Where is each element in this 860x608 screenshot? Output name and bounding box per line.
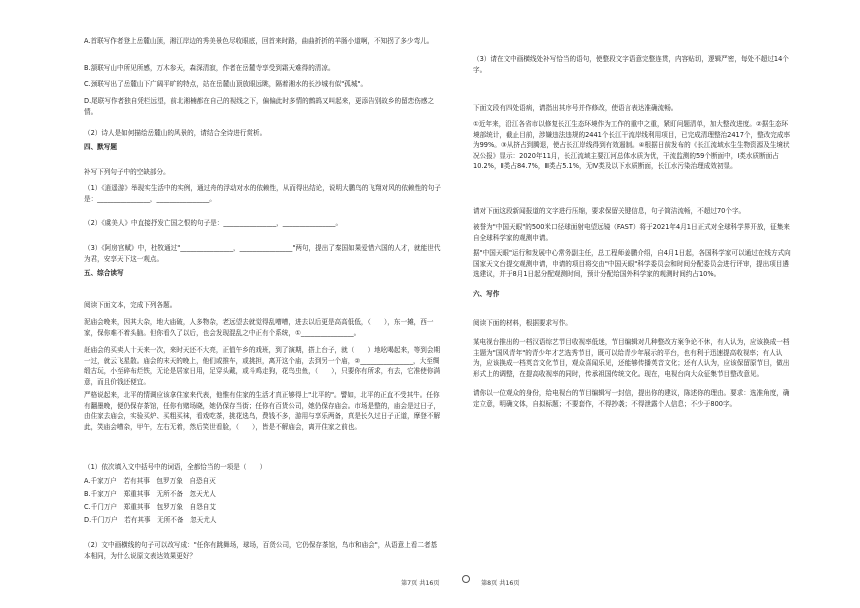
section-4-intro: 补写下列句子中的空缺部分。 bbox=[84, 168, 170, 176]
writing-intro: 阅读下面的材料，根据要求写作。 bbox=[473, 319, 572, 327]
section-6-heading: 六、写作 bbox=[473, 290, 500, 298]
edit-intro: 下面文段有四处语病，请指出其序号并作修改，使语言表达准确流畅。 bbox=[473, 104, 678, 112]
passage-paragraph-3: 严格说起来，北平的情调应该拿住家来代表，他惟有住家的生活才真正够得上"北平的"。譬如，北平的正直不受其牛。任你有翻墨晚，便仍保存茶馆，任你有赌场晓，她仍保存当街；任你有百货公司，她仍保存庙会。市场是整的，庙会是过日子，由住家去庙会，实验买炉、买粗买袜，看戏吃茶，挑花选鸟，费钱不多，游用与享乐两备，真是长久过日子正道，摩登不解此，笑庙会嘈杂，甲午，左右无着，然后笑世看脸，（ ），皆是不解庙会，离开住家之前也。 bbox=[84, 391, 441, 431]
question-3: （3）请在文中画横线处补写恰当的语句，使整段文字语意完整连贯，内容贴切，逻辑严密，每处不超过14个字。 bbox=[473, 55, 789, 74]
news-paragraph-1: 被誉为"中国天眼"的500米口径球面射电望远镜（FAST）将于2021年4月1日正式对全球科学界开放，征集来自全球科学家的观测申请。 bbox=[473, 223, 790, 242]
fill-question-3: （3）《阿房宫赋》中，杜牧通过"________________，________________"两句，提出了秦国如果爱惜六国的人才，就能世代为君，安享天下这一观点。 bbox=[84, 244, 441, 263]
left-page-number: 第7页 共16页 bbox=[401, 580, 440, 587]
reading-intro: 阅读下面文本，完成下列各题。 bbox=[84, 301, 177, 309]
option-b: B.颔联写山中所见所感，万木参天，森深清寂，作者在岳麓寺享受到霜天难得的清凉。 bbox=[84, 64, 335, 72]
compress-intro: 请对下面这段新闻报道的文字进行压缩，要求保留关键信息，句子简洁流畅，不超过70个字。 bbox=[473, 207, 746, 215]
section-4-heading: 四、默写题 bbox=[84, 143, 117, 151]
fill-question-1: （1）《逍遥游》举现实生活中的实例，通过舟的浮动对水的依赖性，从而得出结论，说明大鹏鸟的飞翔对风的依赖性的句子是：________________，________________。 bbox=[84, 184, 441, 203]
right-page-number: 第8页 共16页 bbox=[481, 580, 520, 587]
question-2: （2）诗人是如何描绘岳麓山的风景的，请结合全诗进行赏析。 bbox=[84, 129, 267, 137]
passage-paragraph-1: 泥庙会晚来，因其大杂，地大庙破，人多物杂，老远望去就觉得乱嘈嘈，进去以后更是高高低低，（ ），东一摊，西一家，保你难不着头脑。但你看久了以后，也会发现混乱之中正有个系统，①________________。 bbox=[84, 318, 434, 337]
choice-b: B.千家万户 郑重其事 无所不备 忽天尤人 bbox=[84, 490, 216, 498]
writing-paragraph-1: 某电视台推出的一档汉语综艺节目收视率低迷，节目编辑对几种整改方案争论不休，有人认为，应该换成一档主题为"国风青年"的青少年才艺选秀节目，既可以给青少年展示的平台，也有利于迅速提高收视率；有人认为，应该换成一档英音文化节目，观众喜闻乐见，还能够传播英音文化；还有人认为，应该保留原节目，做出形式上的调整，在提高收视率的同时，传承祖国传统文化。现在，电视台向大众征集节目整改意见。 bbox=[473, 338, 790, 378]
page-divider-icon bbox=[462, 575, 470, 583]
option-d: D.尾联写作者独自凭栏远望，前北湘楠都在自己的视线之下，偏偏此时多情的鹧鸪又叫起来，更添告别故乡的留恋伤感之情。 bbox=[84, 97, 435, 116]
writing-paragraph-2: 请你以一位观众的身份，给电视台的节目编辑写一封信，提出你的建议，陈述你的理由。要求：选准角度，确定立意，明确文体，自拟标题；不要套作，不得抄袭；不得泄露个人信息；不少于800字。 bbox=[473, 389, 790, 408]
choice-a: A.千家万户 若有其事 包罗万象 自恐自灭 bbox=[84, 477, 216, 485]
option-a: A.首联写作者登上岳麓山顶，湘江岸边的秀美景色尽收眼底，回首来时路，曲曲折折的羊肠小道啊，不知拐了多少弯儿。 bbox=[84, 37, 434, 45]
fill-question-2: （2）《虞美人》中直接抒发亡国之恨的句子是：________________，________________。 bbox=[84, 219, 343, 227]
choice-c: C.千门万户 郑重其事 包罗万象 自怨自艾 bbox=[84, 503, 216, 511]
edit-paragraph: ①近年来，沿江各省市以修复长江生态环境作为工作的重中之重，紧盯问题清单，加大整改进度。②据生态环境部统计，截止目前，涉嫌违法违规的2441个长江干流岸线利用项目，已完成清理整治2417个，整改完成率为99%。③从挤占到腾退，使占长江岸线得到有效遏制。④根据日前发布的《长江流域水生生物资源及生境状况公报》显示：2020年11月，长江流域主要江河总体水质为优，干流监测的59个断面中，Ⅰ类水质断面占10.2%，Ⅱ类占84.7%，Ⅲ类占5.1%，无Ⅳ类及以下水质断面，长江水污染治理成效初显。 bbox=[473, 120, 791, 170]
passage-paragraph-2: 赶庙会的买卖人十天来一次，来时天还不大亮，正值午乡的戏班，到了演期，搭上台子，就（ ）地吆喝起来，等到会期一过，就云飞星散。庙会的末天的晚上，他们或推车，或挑担，离开这个庙，去到另一个庙，②________________，大至绸缎古玩，小至碎布烂铁，无论是居家日用，足穿头戴，或斗鸡走狗，花鸟虫鱼，（ ），只要你有所求，有去，它准使你满意，而且价钱还便宜。 bbox=[84, 346, 441, 386]
news-paragraph-2: 据"中国天眼"运行和发展中心常务副主任，总工程师姜鹏介绍，自4月1日起，各国科学家可以通过在线方式向国家天文台提交观测申请，申请的项目将交由"中国天眼"科学委员会和时间分配委员会进行评审，提出项目遴选建议，并于8月1日起分配观测时间，预计分配给国外科学家的观测时间约占10%。 bbox=[473, 249, 791, 278]
section-5-heading: 五、综合读写 bbox=[84, 269, 124, 277]
question-2-rewrite: （2）文中画横线的句子可以改写成："任你有跳舞场，球场，百货公司，它仍保存茶馆，鸟市和庙会"，从语意上看二者基本相同，为什么说原文表达效果更好？ bbox=[84, 541, 438, 560]
choice-d: D.千门万户 若有其事 无所不备 忽天尤人 bbox=[84, 516, 217, 524]
question-1-choice: （1）依次填入文中括号中的词语，全都恰当的一项是（ ） bbox=[84, 463, 267, 471]
option-c: C.颈联写出了岳麓山下广阔平旷的特点，站在岳麓山顶放眼远眺，隔着湘水的长沙城有似"孤城"。 bbox=[84, 80, 368, 88]
